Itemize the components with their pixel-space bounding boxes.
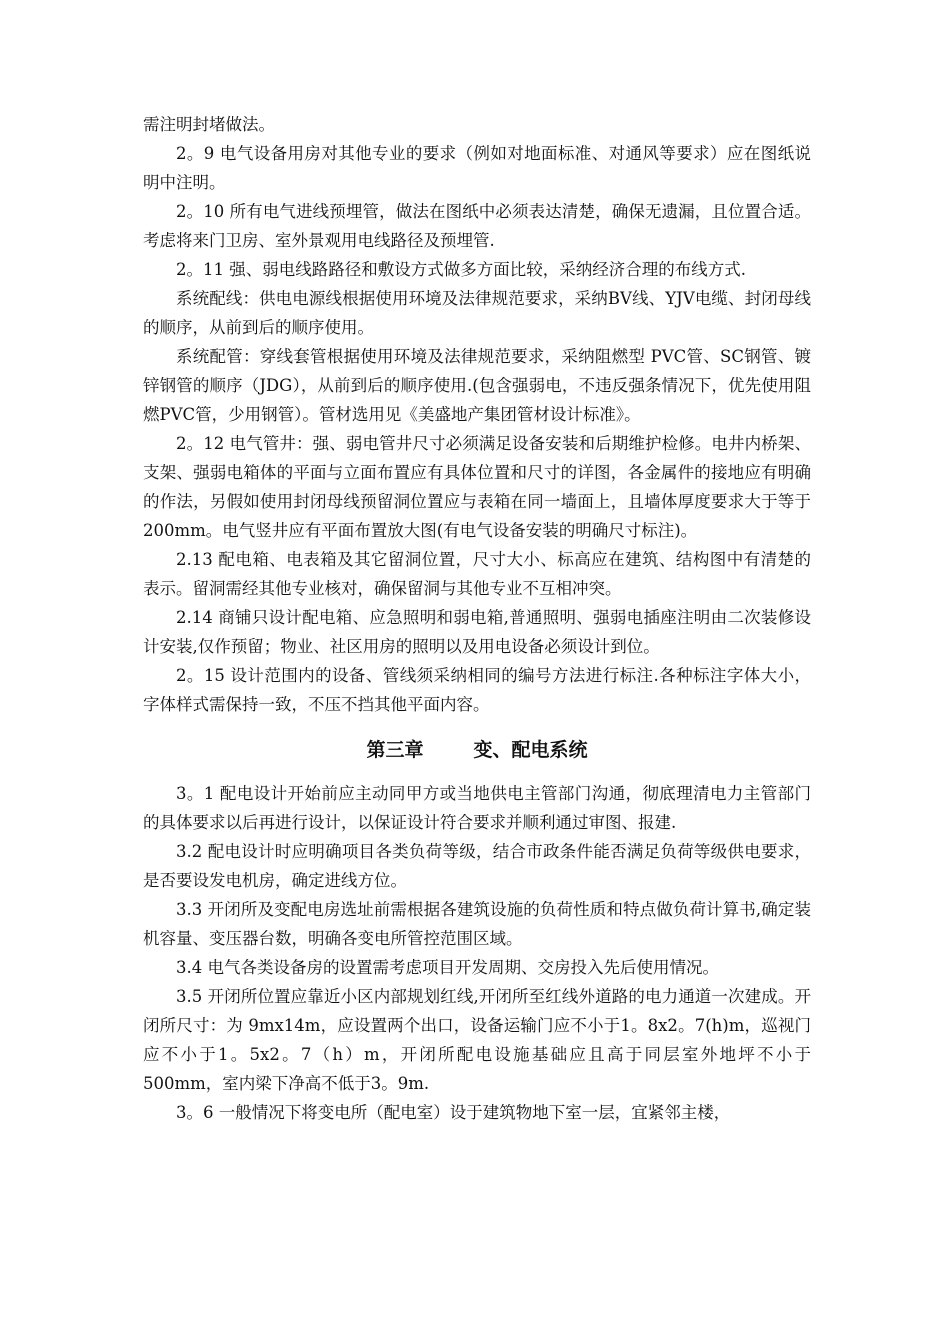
chapter-number: 第三章 [366, 739, 424, 761]
paragraph-3-5: 3.5 开闭所位置应靠近小区内部规划红线,开闭所至红线外道路的电力通道一次建成。开闭所尺寸：为 9mx14m，应设置两个出口，设备运输门应不小于1。8x2。7(h)m，巡视门应不小于1。5x2。7（h）m，开闭所配电设施基础应且高于同层室外地坪不小于500mm，室内梁下净高不低于3。9m. [143, 987, 811, 1093]
paragraph-3-4: 3.4 电气各类设备房的设置需考虑项目开发周期、交房投入先后使用情况。 [176, 958, 719, 977]
chapter-heading [143, 735, 811, 765]
paragraph-2-11: 2。11 强、弱电线路路径和敷设方式做多方面比较，采纳经济合理的布线方式. [176, 260, 746, 279]
paragraph-system-conduit: 系统配管：穿线套管根据使用环境及法律规范要求，采纳阻燃型 PVC管、SC钢管、镀锌钢管的顺序（JDG），从前到后的顺序使用.(包含强弱电，不违反强条情况下，优先使用阻燃PVC管，少用钢管）。管材选用见《美盛地产集团管材设计标准》。 [143, 347, 811, 424]
paragraph-2-13: 2.13 配电箱、电表箱及其它留洞位置，尺寸大小、标高应在建筑、结构图中有清楚的表示。留洞需经其他专业核对，确保留洞与其他专业不互相冲突。 [143, 550, 811, 598]
chapter-title: 变、配电系统 [473, 739, 588, 761]
document-page [143, 110, 811, 1127]
paragraph-2-15: 2。15 设计范围内的设备、管线须采纳相同的编号方法进行标注.各种标注字体大小，字体样式需保持一致，不压不挡其他平面内容。 [143, 666, 811, 714]
paragraph-3-2: 3.2 配电设计时应明确项目各类负荷等级，结合市政条件能否满足负荷等级供电要求，是否要设发电机房，确定进线方位。 [143, 842, 811, 890]
paragraph-3-1: 3。1 配电设计开始前应主动同甲方或当地供电主管部门沟通，彻底理清电力主管部门的具体要求以后再进行设计，以保证设计符合要求并顺利通过审图、报建. [143, 784, 811, 832]
paragraph-system-wiring: 系统配线：供电电源线根据使用环境及法律规范要求，采纳BV线、YJV电缆、封闭母线的顺序，从前到后的顺序使用。 [143, 289, 811, 337]
paragraph-3-6: 3。6 一般情况下将变电所（配电室）设于建筑物地下室一层，宜紧邻主楼， [176, 1103, 731, 1122]
paragraph-2-8-continuation: 需注明封堵做法。 [143, 115, 275, 134]
paragraph-2-14: 2.14 商铺只设计配电箱、应急照明和弱电箱,普通照明、强弱电插座注明由二次装修设计安装,仅作预留；物业、社区用房的照明以及用电设备必须设计到位。 [143, 608, 811, 656]
paragraph-2-10: 2。10 所有电气进线预埋管，做法在图纸中必须表达清楚，确保无遗漏，且位置合适。考虑将来门卫房、室外景观用电线路径及预埋管. [143, 202, 811, 250]
paragraph-2-9: 2。9 电气设备用房对其他专业的要求（例如对地面标准、对通风等要求）应在图纸说明中注明。 [143, 144, 811, 192]
paragraph-2-12: 2。12 电气管井：强、弱电管井尺寸必须满足设备安装和后期维护检修。电井内桥架、支架、强弱电箱体的平面与立面布置应有具体位置和尺寸的详图，各金属件的接地应有明确的作法，另假如使用封闭母线预留洞位置应与表箱在同一墙面上，且墙体厚度要求大于等于200mm。电气竖井应有平面布置放大图(有电气设备安装的明确尺寸标注)。 [143, 434, 811, 540]
paragraph-3-3: 3.3 开闭所及变配电房选址前需根据各建筑设施的负荷性质和特点做负荷计算书,确定装机容量、变压器台数，明确各变电所管控范围区域。 [143, 900, 811, 948]
